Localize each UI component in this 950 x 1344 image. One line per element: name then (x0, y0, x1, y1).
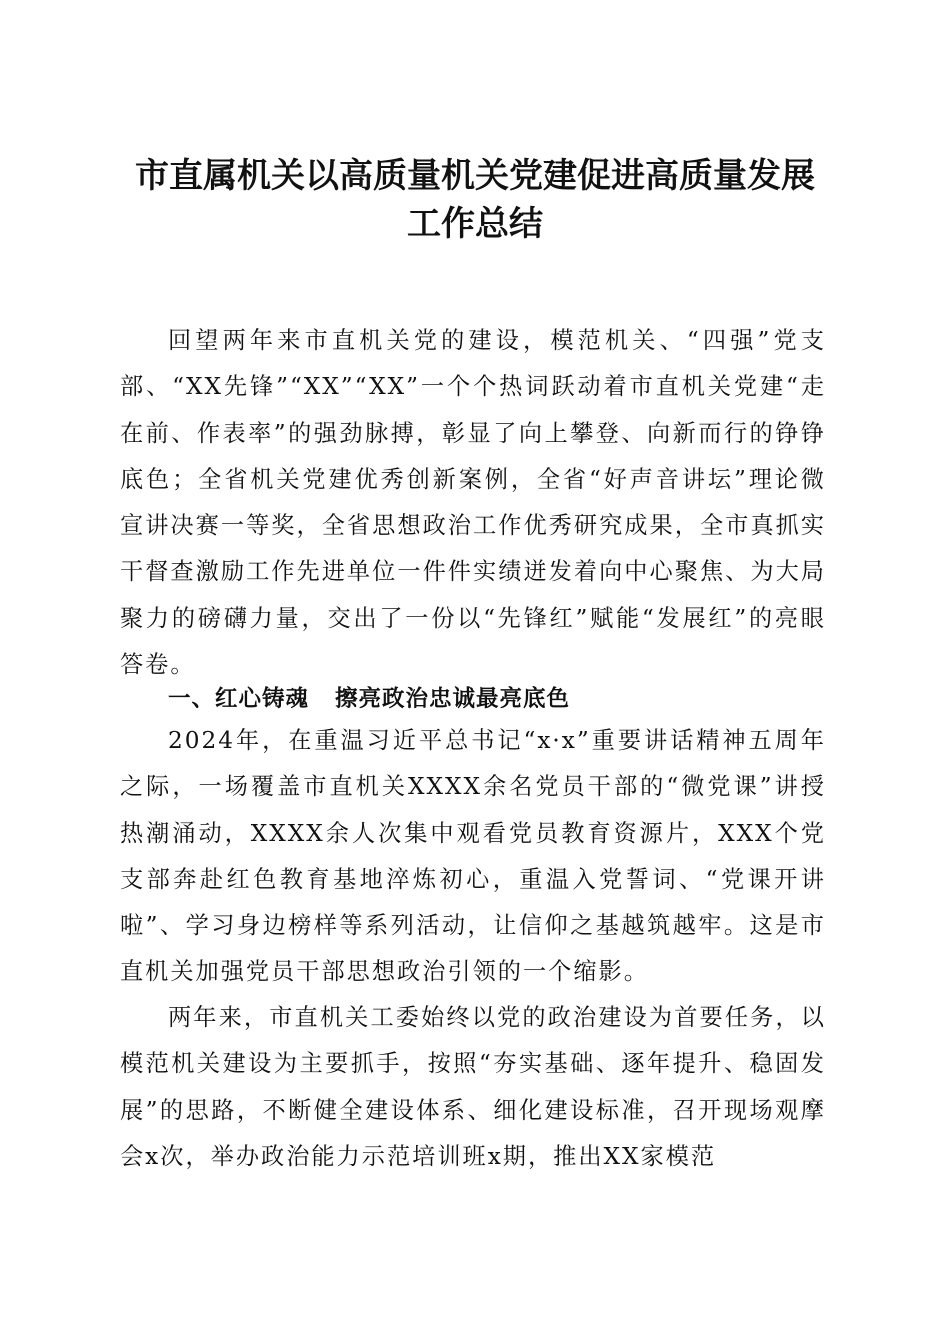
paragraph-section1-2: 两年来，市直机关工委始终以党的政治建设为首要任务，以模范机关建设为主要抓手，按照“夯实基础、逐年提升、稳固发展”的思路，不断健全建设体系、细化建设标准，召开现场观摩会x次，举办政治能力示范培训班x期，推出XX家模范 (120, 1004, 826, 1170)
document-title-line-1: 市直属机关以高质量机关党建促进高质量发展 (135, 156, 815, 196)
paragraph-intro: 回望两年来市直机关党的建设，模范机关、“四强”党支部、“XX先锋”“XX”“XX”一个个热词跃动着市直机关党建“走在前、作表率”的强劲脉搏，彰显了向上攀登、向新而行的铮铮底色；全省机关党建优秀创新案例，全省“好声音讲坛”理论微宣讲决赛一等奖，全省思想政治工作优秀研究成果，全市真抓实干督查激励工作先进单位一件件实绩迸发着向中心聚焦、为大局聚力的磅礴力量，交出了一份以“先锋红”赋能“发展红”的亮眼答卷。 (120, 327, 826, 679)
document-title-line-2: 工作总结 (407, 204, 543, 244)
document-body-block-2 (120, 676, 826, 722)
section-heading-1 (120, 676, 826, 722)
paragraph-section1-1: 2024年，在重温习近平总书记“x·x”重要讲话精神五周年之际，一场覆盖市直机关XXXX余名党员干部的“微党课”讲授热潮涌动，XXXX余人次集中观看党员教育资源片，XXX个党支部奔赴红色教育基地淬炼初心，重温入党誓词、“党课开讲啦”、学习身边榜样等系列活动，让信仰之基越筑越牢。这是市直机关加强党员干部思想政治引领的一个缩影。 (120, 727, 826, 986)
section-heading-1-text: 擦亮政治忠诚最亮底色 (335, 686, 571, 712)
document-body-block-4 (120, 995, 826, 1180)
section-heading-1-number: 一、红心铸魂 (168, 686, 310, 712)
document-body-block-3 (120, 718, 826, 996)
document-body-block-1 (120, 318, 826, 688)
